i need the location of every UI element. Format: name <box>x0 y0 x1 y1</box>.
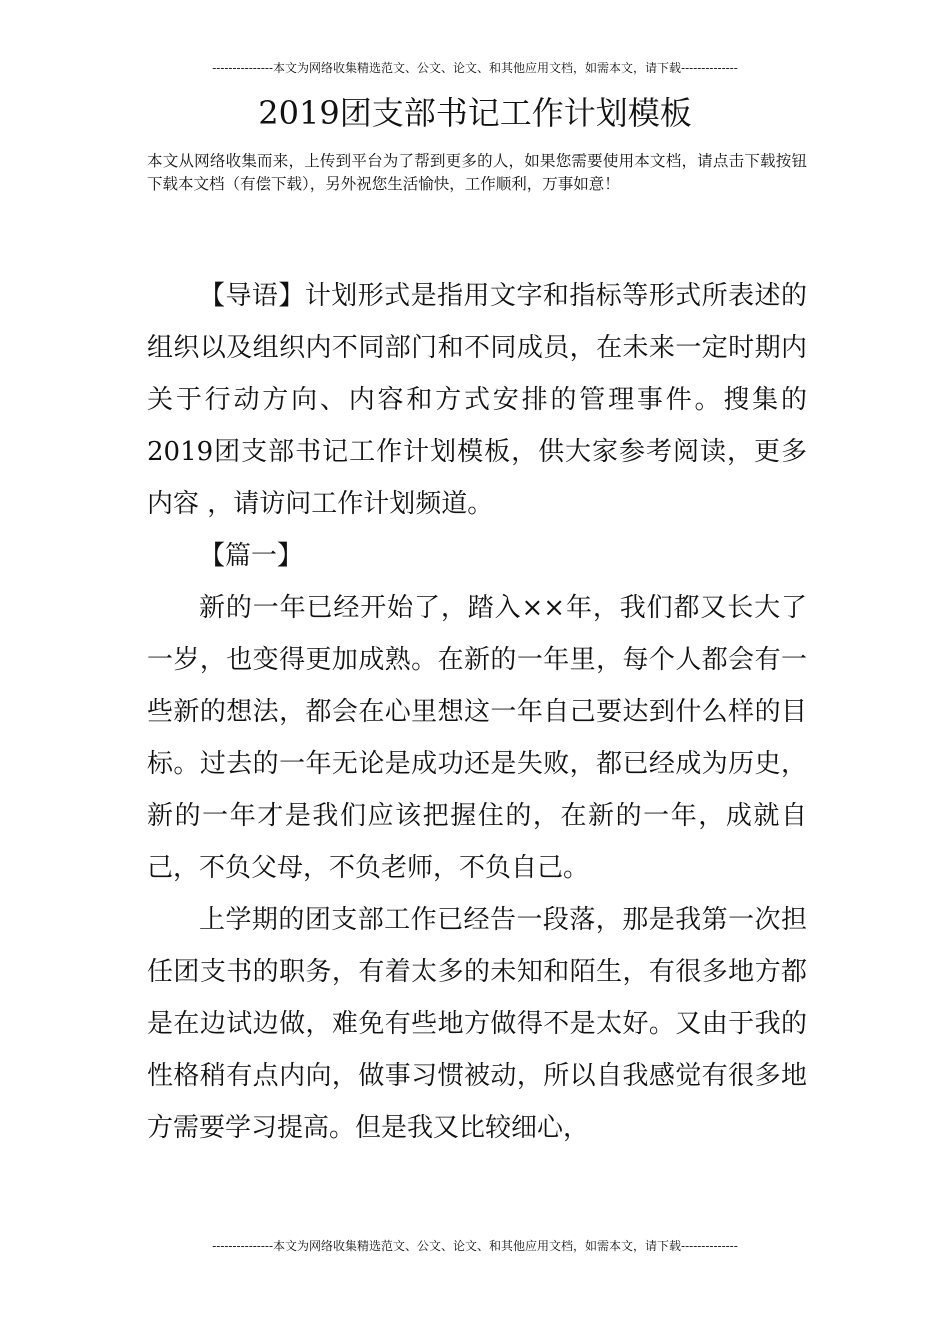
paragraph: 新的一年已经开始了，踏入××年，我们都又长大了一岁，也变得更加成熟。在新的一年里，每个人都会有一些新的想法，都会在心里想这一年自己要达到什么样的目标。过去的一年无论是成功还是失败，都已经成为历史，新的一年才是我们应该把握住的，在新的一年，成就自己，不负父母，不负老师，不负自己。 <box>147 593 807 883</box>
footer-banner: ---------------本文为网络收集精选范文、公文、论文、和其他应用文档，如需本文，请下载-------------- <box>212 1239 738 1253</box>
intro-note: 本文从网络收集而来，上传到平台为了帮到更多的人，如果您需要使用本文档，请点击下载按钮下载本文档（有偿下载），另外祝您生活愉快，工作顺利，万事如意！ <box>147 152 807 193</box>
header-banner: ---------------本文为网络收集精选范文、公文、论文、和其他应用文档，如需本文，请下载-------------- <box>212 61 738 75</box>
paragraph-intro: 【导语】计划形式是指用文字和指标等形式所表述的组织以及组织内不同部门和不同成员，在未来一定时期内关于行动方向、内容和方式安排的管理事件。搜集的2019团支部书记工作计划模板，供大家参考阅读，更多内容 ，请访问工作计划频道。 <box>147 281 807 519</box>
document-title: 2019团支部书记工作计划模板 <box>258 94 692 132</box>
document-body <box>147 270 807 1154</box>
section-heading: 【篇一】 <box>199 541 304 571</box>
paragraph: 上学期的团支部工作已经告一段落，那是我第一次担任团支书的职务，有着太多的未知和陌生，有很多地方都是在边试边做，难免有些地方做得不是太好。又由于我的性格稍有点内向，做事习惯被动，所以自我感觉有很多地方需要学习提高。但是我又比较细心， <box>147 905 807 1143</box>
